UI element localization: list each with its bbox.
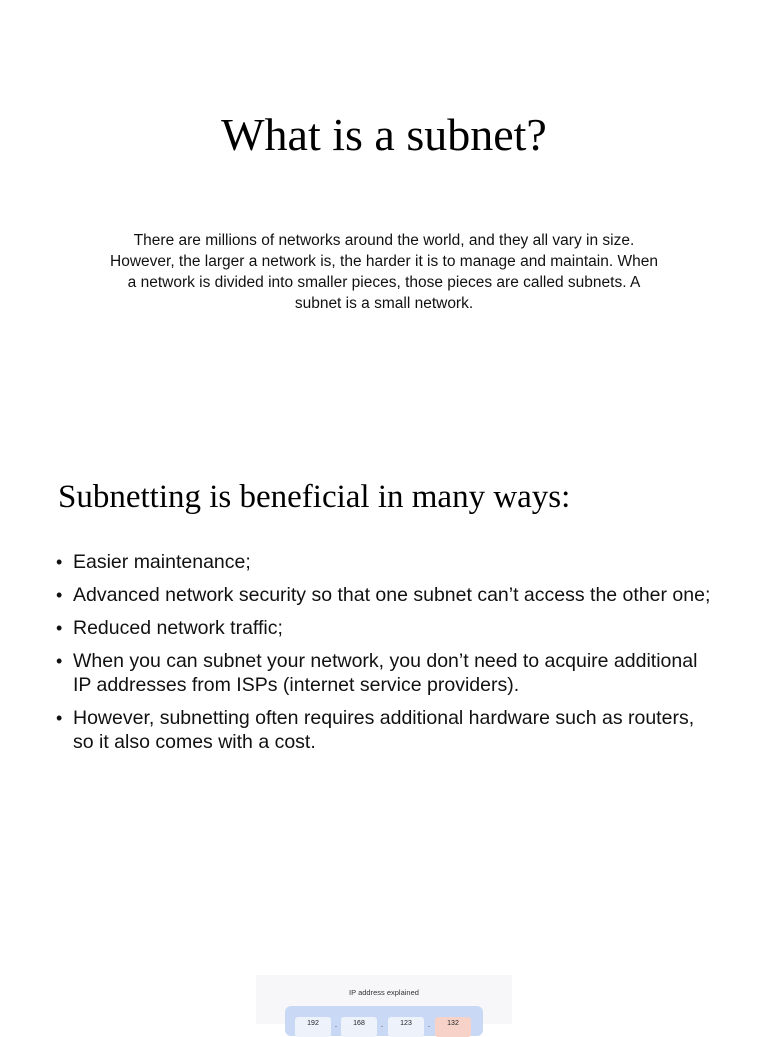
bullet-text: Advanced network security so that one subnet can’t access the other one; [73, 584, 711, 606]
ip-address-figure [256, 975, 512, 1029]
list-item [56, 706, 716, 754]
ip-separator: . [334, 1020, 338, 1029]
ip-octet-2: 168 [341, 1017, 377, 1037]
bullet-icon: • [56, 585, 63, 605]
bullet-icon: • [56, 708, 63, 728]
bullet-text: Easier maintenance; [73, 551, 251, 573]
bullet-text: When you can subnet your network, you don’t need to acquire additional IP addresses from ISPs (internet service providers). [73, 650, 698, 696]
bullet-icon: • [56, 552, 63, 572]
list-item [56, 649, 716, 697]
benefits-list [56, 550, 716, 763]
list-item [56, 616, 716, 640]
intro-paragraph: There are millions of networks around the world, and they all vary in size. However, the larger a network is, the harder it is to manage and maintain. When a network is divided into smaller pieces, those pieces are called subnets. A subnet is a small network. [110, 232, 658, 312]
list-item [56, 583, 716, 607]
bullet-text: However, subnetting often requires additional hardware such as routers, so it also comes with a cost. [73, 707, 695, 753]
ip-separator: . [427, 1020, 431, 1029]
ip-octet-1: 192 [295, 1017, 331, 1037]
slide-title: What is a subnet? [221, 109, 547, 160]
bullet-text: Reduced network traffic; [73, 617, 283, 639]
figure-caption: IP address explained [349, 988, 419, 997]
benefits-heading: Subnetting is beneficial in many ways: [58, 479, 571, 515]
bullet-icon: • [56, 618, 63, 638]
ip-octet-3: 123 [388, 1017, 424, 1037]
ip-octet-4: 132 [435, 1017, 471, 1037]
bullet-icon: • [56, 651, 63, 671]
ip-separator: . [380, 1020, 384, 1029]
list-item [56, 550, 716, 574]
ip-address-panel [285, 1006, 483, 1036]
